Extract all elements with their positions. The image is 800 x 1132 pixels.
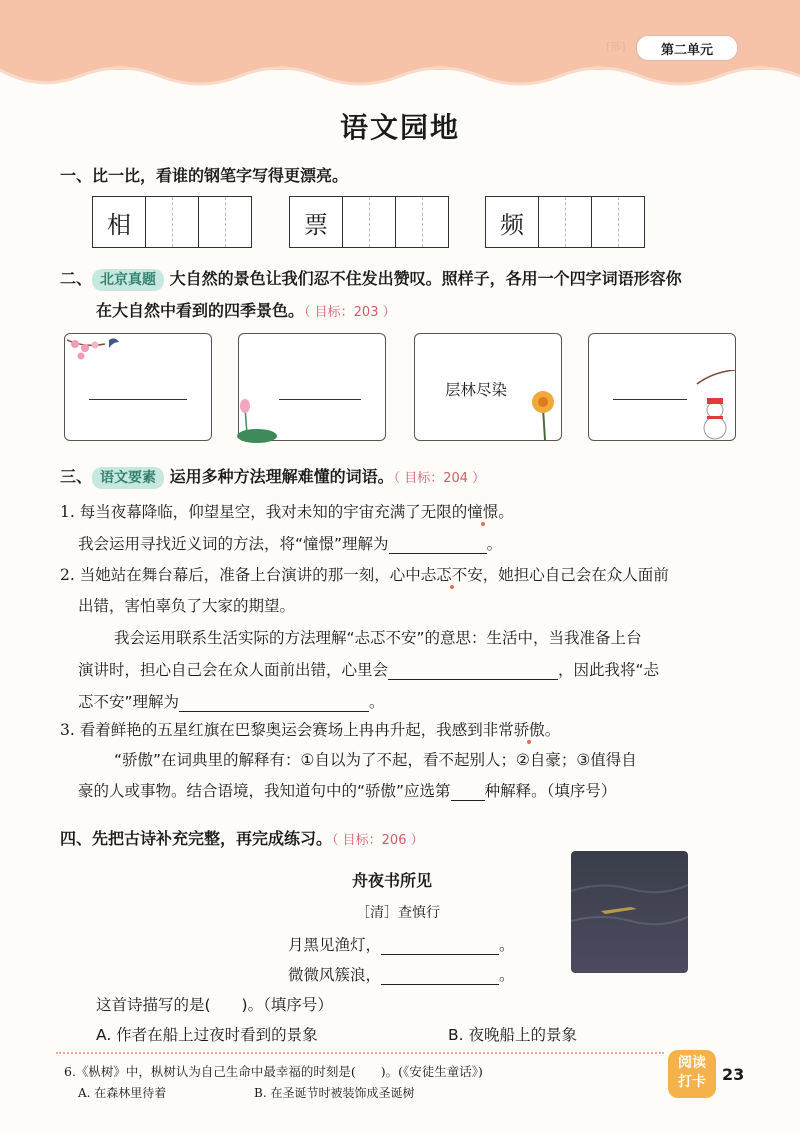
- item2-q3-text: 忑不安”理解为: [78, 693, 180, 711]
- plum-blossom-icon: [65, 334, 125, 368]
- item2-text: 2. 当她站在舞台幕后，准备上台演讲的那一刻，心中: [60, 566, 421, 584]
- answer-blank[interactable]: [389, 553, 487, 554]
- option-b[interactable]: B. 夜晚船上的景象: [448, 1026, 577, 1044]
- q2-line2-row: [96, 298, 396, 321]
- answer-line[interactable]: [89, 399, 187, 400]
- grid-char: 票: [290, 197, 343, 247]
- answer-line[interactable]: [613, 399, 687, 400]
- checkin-line1: 阅读: [678, 1055, 706, 1071]
- q4-heading-row: [60, 826, 424, 849]
- writing-cell[interactable]: [146, 197, 199, 247]
- footer-option-b[interactable]: B. 在圣诞节时被装饰成圣诞树: [254, 1086, 415, 1100]
- q3-prefix: 三、: [60, 467, 93, 486]
- item2-q3-end: 。: [369, 693, 385, 711]
- answer-blank[interactable]: [381, 954, 499, 955]
- item1-q-end: 。: [486, 535, 503, 553]
- writing-grid-3: [485, 196, 645, 248]
- writing-cell[interactable]: [343, 197, 396, 247]
- option-a[interactable]: A. 作者在船上过夜时看到的景象: [96, 1026, 318, 1044]
- tag-yuwen: 语文要素: [92, 467, 164, 489]
- poem-author: ［清］查慎行: [356, 905, 440, 921]
- q2-target: （ 目标：203 ）: [304, 305, 396, 320]
- item1-q-text: 我会运用寻找近义词的方法，将“憧憬”理解为: [78, 535, 389, 553]
- q3-item2-q2: [78, 658, 659, 680]
- item2-q2-text: 演讲时，担心自己会在众人面前出错，心里会: [78, 661, 389, 679]
- q3-item2-q1: 我会运用联系生活实际的方法理解“忐忑不安”的意思：生活中，当我准备上台: [114, 629, 642, 647]
- q3-item2: [60, 563, 669, 585]
- q2-line2: 在大自然中看到的四季景色。: [96, 301, 305, 320]
- q2-heading: [60, 266, 682, 291]
- poem-line1-end: 。: [499, 936, 515, 954]
- season-card-autumn: [414, 333, 562, 441]
- answer-blank[interactable]: [179, 711, 369, 712]
- item3-end: 。: [544, 721, 561, 739]
- q1-heading: 一、比一比，看谁的钢笔字写得更漂亮。: [60, 166, 349, 185]
- writing-cell[interactable]: [592, 197, 644, 247]
- night-river-photo: [571, 851, 688, 973]
- badge-sub: [部]: [606, 40, 626, 53]
- item1-word: 憧憬: [467, 503, 499, 521]
- checkin-line2: 打卡: [678, 1074, 706, 1090]
- q2-prefix: 二、: [60, 269, 93, 288]
- q3-item3-q2: [78, 779, 616, 801]
- q3-target: （ 目标：204 ）: [393, 471, 486, 486]
- poem-title: 舟夜书所见: [352, 871, 433, 890]
- footer-q6: 6.《枞树》中，枞树认为自己生命中最幸福的时刻是( )。(《安徒生童话》): [64, 1064, 483, 1079]
- item2-word: 忐忑不安: [420, 566, 483, 584]
- writing-cell[interactable]: [396, 197, 448, 247]
- writing-cell[interactable]: [539, 197, 592, 247]
- footer-option-a[interactable]: A. 在森林里待着: [78, 1086, 167, 1100]
- item3-word: 骄傲: [513, 721, 545, 739]
- page-title: 语文园地: [339, 111, 460, 144]
- writing-grid-1: [92, 196, 252, 248]
- unit-badge: 第二单元: [636, 35, 738, 61]
- item3-q2-text: 豪的人或事物。结合语境，我知道句中的“骄傲”应选第: [78, 782, 451, 800]
- q3-heading-row: [60, 464, 485, 489]
- item2-q2-text-b: ，因此我将“忐: [558, 661, 660, 679]
- lotus-icon: [233, 394, 281, 444]
- footer-divider: [56, 1052, 664, 1054]
- answer-line[interactable]: [279, 399, 361, 400]
- q3-item2-c: 出错，害怕辜负了大家的期望。: [78, 597, 296, 615]
- grid-char: 频: [486, 197, 539, 247]
- poem-line2-end: 。: [499, 966, 515, 984]
- item1-text: 1. 每当夜幕降临，仰望星空，我对未知的宇宙充满了无限的: [60, 503, 468, 521]
- q3-item1: [60, 500, 514, 522]
- writing-grid-2: [289, 196, 449, 248]
- chrysanthemum-icon: [523, 386, 563, 440]
- q3-item1-question: [78, 532, 502, 554]
- q4-target: （ 目标：206 ）: [332, 833, 424, 848]
- q4-question: 这首诗描写的是( )。（填序号）: [96, 996, 333, 1014]
- grid-char: 相: [93, 197, 146, 247]
- reading-checkin-badge[interactable]: [668, 1050, 716, 1098]
- q3-item2-q3: [78, 690, 385, 712]
- item1-end: 。: [498, 503, 514, 521]
- poem-line1: [288, 933, 515, 955]
- season-card-summer: [238, 333, 386, 441]
- poem-line1-text: 月黑见渔灯，: [288, 936, 382, 954]
- q3-item3-q1: “骄傲”在词典里的解释有：①自以为了不起，看不起别人；②自豪；③值得自: [114, 751, 637, 769]
- q3-item3: [60, 718, 560, 740]
- answer-blank[interactable]: [381, 984, 499, 985]
- item3-q2-text-b: 种解释。（填序号）: [484, 782, 617, 800]
- q2-line1: 大自然的景色让我们忍不住发出赞叹。照样子，各用一个四字词语形容你: [169, 269, 682, 288]
- q3-heading: 运用多种方法理解难懂的词语。: [169, 467, 394, 486]
- poem-line2: [288, 963, 515, 985]
- example-answer: 层林尽染: [445, 381, 508, 399]
- item3-text: 3. 看着鲜艳的五星红旗在巴黎奥运会赛场上冉冉升起，我感到非常: [60, 721, 514, 739]
- answer-blank[interactable]: [388, 679, 558, 680]
- q4-heading: 四、先把古诗补充完整，再完成练习。: [60, 829, 333, 848]
- answer-blank[interactable]: [451, 800, 485, 801]
- season-card-winter: [588, 333, 736, 441]
- poem-line2-text: 微微风簇浪，: [288, 966, 382, 984]
- page-number: 23: [722, 1065, 745, 1084]
- snowman-icon: [693, 370, 737, 440]
- tag-beijing: 北京真题: [92, 269, 164, 291]
- item2-text-b: ，她担心自己会在众人面前: [482, 566, 669, 584]
- season-card-spring: [64, 333, 212, 441]
- writing-cell[interactable]: [199, 197, 251, 247]
